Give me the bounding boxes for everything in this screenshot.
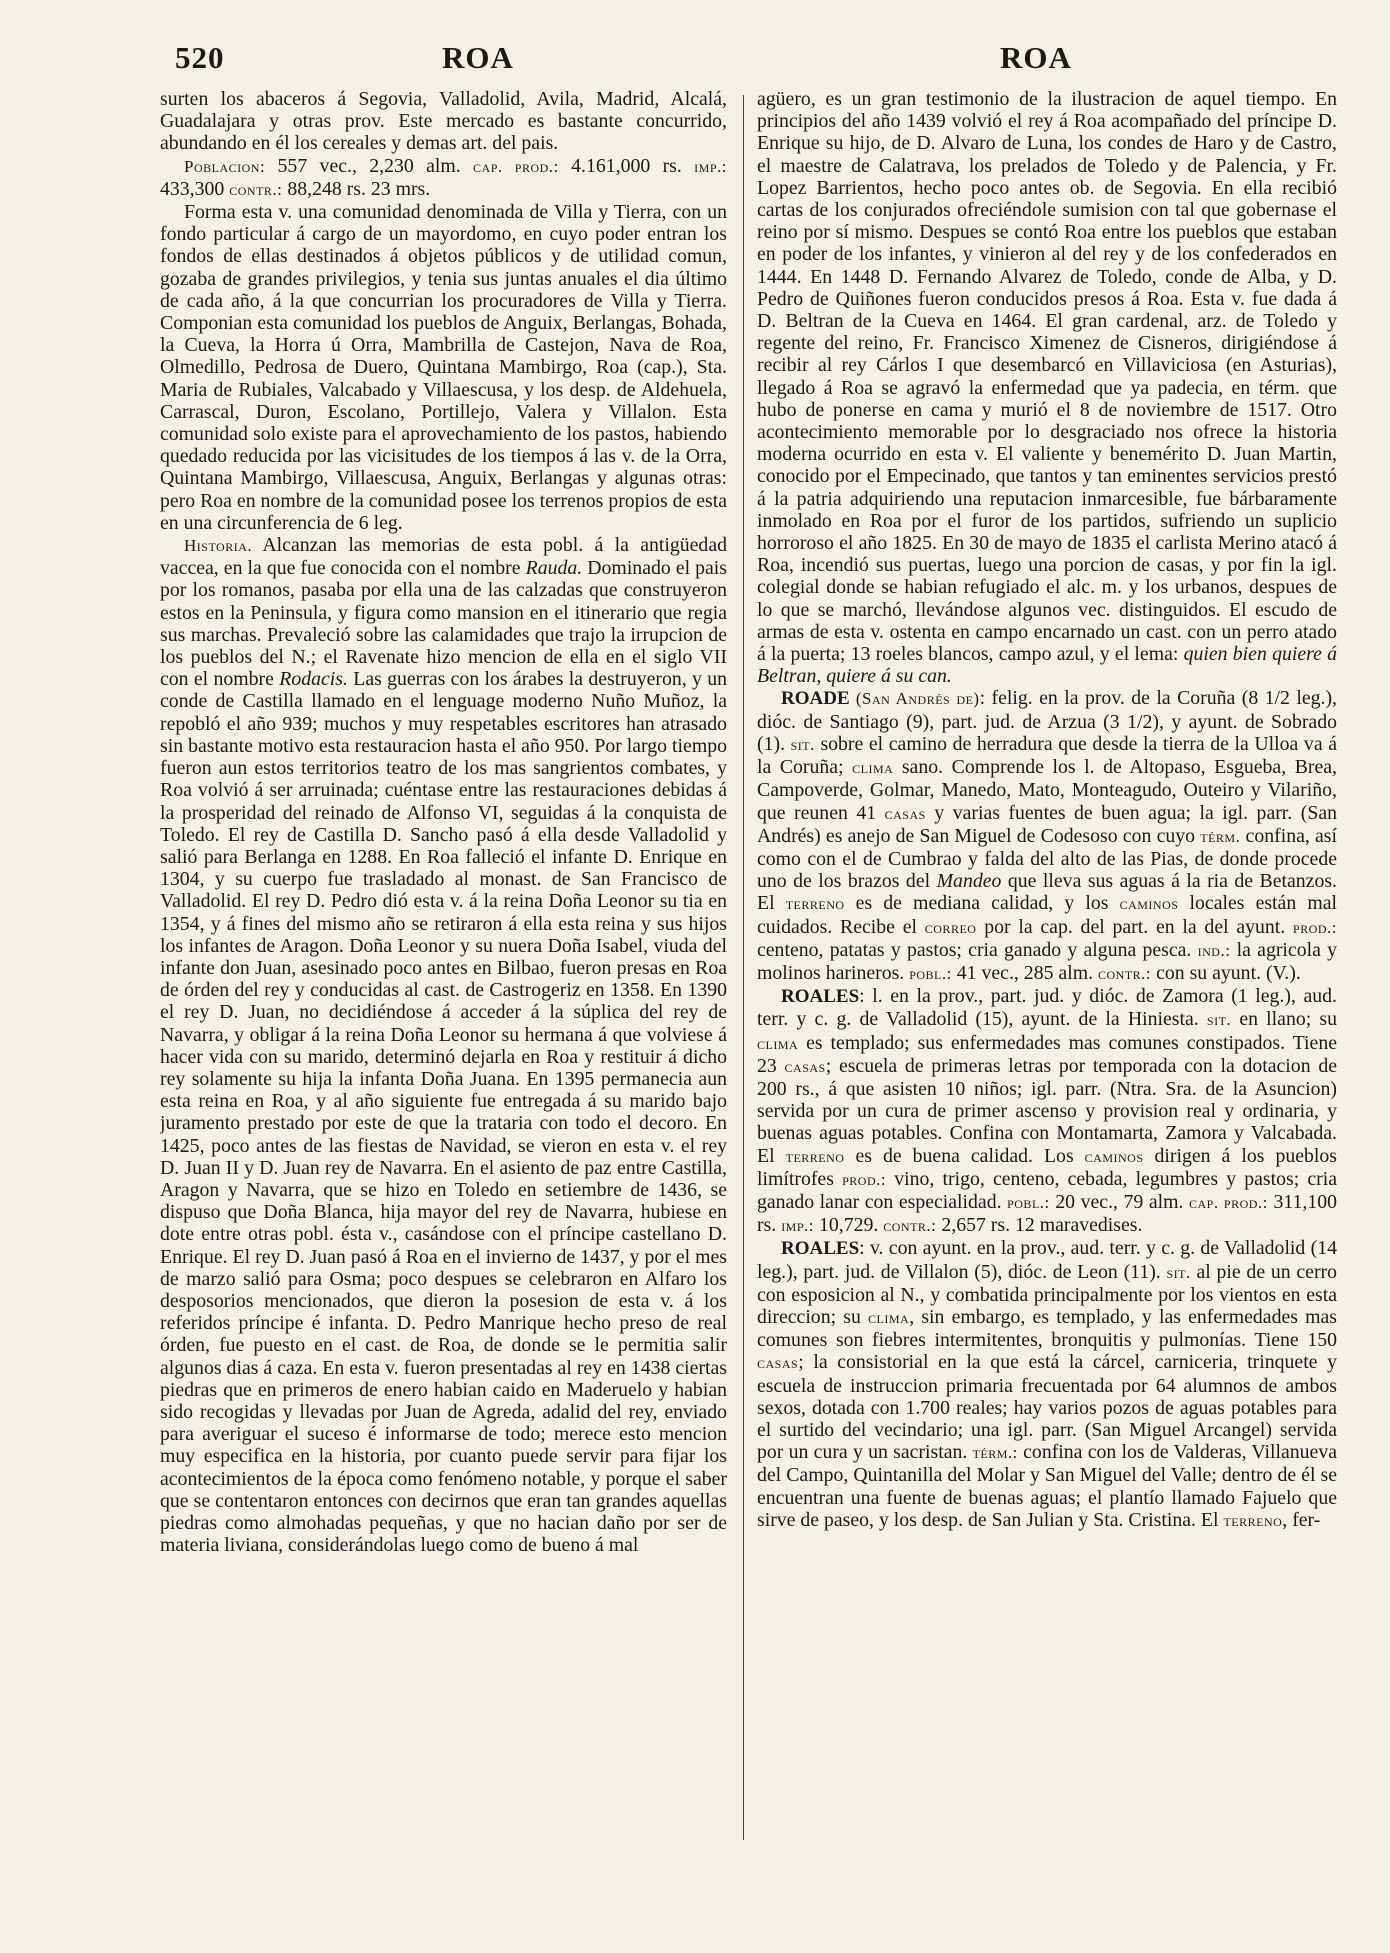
right-column: [757, 88, 1337, 1928]
headword-roales: ROALES: [781, 1238, 860, 1260]
label-sit: sit.: [1166, 1262, 1191, 1282]
text-fragment: 41 vec., 285 alm.: [951, 961, 1098, 984]
text-fragment: que lleva sus aguas á la ria de Betanzos. El: [757, 870, 1337, 915]
text-fragment: 433,300: [160, 177, 230, 200]
text-fragment: agüero, es un gran testimonio de la ilustracion de aquel tiempo. En principios del año 1439 volvió el rey á Roa acompañado del príncipe D. Enrique su hijo, de D. Alvaro de Luna, los condes de Haro y de Castro, el maestre de Calatrava, los prelados de Toledo y de Palencia, y Fr. Lopez Barrientos, hecho poco antes ob. de Segovia. En ella recibió cartas de los conjurados ofreciéndole sumision con tal que gobernase el reino por sí mismo. Despues se contó Roa entre los pueblos que estaban en poder de los infantes, y vinieron al del rey y de los confederados en 1444. En 1448 D. Fernando Alvarez de Toledo, conde de Alba, y D. Pedro de Quiñones fueron conducidos presos á Roa. Esta v. fue dada á D. Beltran de la Cueva en 1464. El gran cardenal, arz. de Toledo y regente del reino, Fr. Francisco Ximenez de Cisneros, dirigiéndose á recibir al rey Cárlos I que desembarcó en Villaviciosa (en Asturias), llegado á Roa se agravó la enfermedad que ya padecia, en térm. que hubo de ponerse en cama y murió el 8 de noviembre de 1517. Otro acontecimiento memorable por lo desgraciado nos ofrece la historia moderna ocurrido en esta v. El valiente y benemérito D. Juan Martin, conocido por el Empecinado, que tantos y tan eminentes servicios prestó á la patria adquiriendo una reputacion inmarcesible, fue bárbaramente inmolado en Roa por el furor de los partidos, sufriendo un suplicio horroroso el año 1825. En 30 de mayo de 1835 el carlista Merino atacó á Roa, incendió sus puertas, luego una porcion de casas, y por fin la igl. colegial donde se habian refugiado el alc. m. y los urbanos, despues de lo que se marchó, llevándose algunos vec. distinguidos. El escudo de armas de esta v. ostenta en campo encarnado un cast. con un perro atado á la puerta; 13 roeles blancos, campo azul, y el lema:: [757, 88, 1337, 666]
text-fragment: confina con los de Valderas, Villanueva del Campo, Quintanilla del Molar y San Miguel del Valle; dentro de él se encuentran una fuente de buenas aguas; el plantío llamado Fajuelo que sirve de paseo, y los desp. de San Julian y Sta. Cristina. El: [757, 1441, 1337, 1531]
label-terreno: terreno: [785, 1146, 845, 1166]
text-fragment: vino, trigo, centeno, cebada, legumbres y pastos; cria ganado lanar con especialidad.: [757, 1167, 1337, 1213]
text-fragment: 4.161,000 rs.: [558, 154, 695, 177]
text-fragment: al pie de un cerro con esposicion al N., y combatida principalmente por los vientos en esta direccion; su: [757, 1260, 1337, 1328]
text-fragment: , fer-: [1282, 1508, 1321, 1531]
text-fragment: ; la consistorial en la que está la cárcel, carniceria, trinquete y escuela de instruccion primaria frecuentada por 64 alumnos de ambos sexos, dotada con 1.700 reales; hay varios pozos de aguas potables para el surtido del vecindario; una igl. parr. (San Miguel Arcangel) servida por un cura y un sacristan.: [757, 1351, 1337, 1464]
label-caminos: caminos: [1119, 894, 1179, 914]
label-prod: prod.:: [842, 1169, 887, 1189]
text-fragment: es de buena calidad. Los: [844, 1144, 1085, 1167]
text-fragment: ; escuela de primeras letras por temporada con la dotacion de 200 rs., á que asisten 10 niños; igl. parr. (Ntra. Sra. de la Asuncion) servida por un cura de primer ascenso y provision real y ordinaria, y buenas aguas potables. Confina con Montamarta, Zamora y Valcabada. El: [757, 1054, 1337, 1167]
italic-rauda: Rauda.: [525, 557, 583, 580]
label-contr: contr.:: [1097, 963, 1152, 983]
italic-mandeo: Mandeo: [936, 870, 1002, 893]
headword-roales: ROALES: [781, 986, 860, 1008]
label-pobl: pobl.:: [909, 963, 952, 983]
label-imp: imp.:: [694, 156, 727, 176]
label-historia: Historia.: [184, 536, 253, 556]
label-contr: contr.:: [229, 179, 283, 199]
text-fragment: , sin embargo, es templado, y las enfermedades mas comunes son fiebres intermitentes, bronquitis y pulmonías. Tiene 150: [757, 1305, 1337, 1352]
label-caminos: caminos: [1084, 1146, 1144, 1166]
label-pobl: pobl.:: [1007, 1192, 1050, 1212]
text-fragment: : felig. en la prov. de la Coruña (8 1/2 leg.), dióc. de Santiago (9), part. jud. de Arzua (3 1/2), y ayunt. de Sobrado (1).: [757, 687, 1337, 755]
label-sit: sit.: [1206, 1010, 1232, 1030]
paragraph-population: [160, 155, 727, 201]
label-clima: clima: [852, 758, 894, 778]
text-fragment: : v. con ayunt. en la prov., aud. terr. y c. g. de Valladolid (14 leg.), part. jud. de Villalon (5), dióc. de Leon (11).: [757, 1237, 1337, 1283]
label-terreno: terreno: [785, 894, 845, 914]
page-number: 520: [175, 40, 225, 75]
label-terreno: terreno: [1223, 1510, 1283, 1530]
text-fragment: sano. Comprende los l. de Altopaso, Esgueba, Brea, Campoverde, Golmar, Manedo, Mato, Monteagudo, Outeiro y Vilariño, que reunen 41: [757, 756, 1337, 824]
label-casas: casas: [784, 1056, 826, 1076]
page-header: [170, 40, 1345, 90]
text-fragment: es templado; sus enfermedades mas comunes constipados. Tiene 23: [757, 1031, 1337, 1077]
text-fragment: con su ayunt. (V.).: [1151, 961, 1301, 984]
running-title-left: ROA: [442, 40, 514, 75]
paragraph-market: surten los abaceros á Segovia, Valladolid, Avila, Madrid, Alcalá, Guadalajara y otras prov. Este mercado es bastante concurrido, abundando en él los cereales y demas art. del pais.: [160, 88, 727, 155]
text-fragment: Alcanzan las memorias de esta pobl. á la antigüedad vaccea, en la que fue conocida con el nombre: [160, 534, 727, 580]
column-divider: [743, 95, 744, 1840]
paragraph-comunidad: Forma esta v. una comunidad denominada de Villa y Tierra, con un fondo particular á cargo de un mayordomo, en cuyo poder entran los fondos de ellas destinados á objetos públicos y de utilidad comun, gozaba de grandes privilegios, y tenia sus juntas anuales el dia último de cada año, á la que concurrian los procuradores de Villa y Tierra. Componian esta comunidad los pueblos de Anguix, Berlangas, Bohada, la Cueva, la Horra ú Orra, Mambrilla de Castejon, Nava de Roa, Olmedillo, Pedrosa de Duero, Quintana Mambirgo, Roa (cap.), Sta. Maria de Rubiales, Valcabado y Villaescusa, y los desp. de Aldehuela, Carrascal, Duron, Escolano, Portillejo, Valera y Villalon. Esta comunidad solo existe para el aprovechamiento de los pastos, habiendo quedado reducida por las vicisitudes de los tiempos á las v. de la Orra, Quintana Mambirgo, Villaescusa, Anguix, Berlangas y algunas otras: pero Roa en nombre de la comunidad posee los terrenos propios de esta en una circunferencia de 6 leg.: [160, 201, 727, 534]
paragraph-historia: [160, 534, 727, 1556]
text-fragment: 557 vec., 2,230 alm.: [265, 154, 474, 177]
text-fragment: 2,657 rs. 12 maravedises.: [936, 1214, 1143, 1237]
text-fragment: 88,248 rs. 23 mrs.: [282, 177, 431, 200]
label-imp: imp.:: [781, 1216, 815, 1236]
label-cap-prod: cap. prod.:: [473, 156, 559, 176]
label-clima: clima: [868, 1307, 910, 1327]
entry-roales-valladolid: [757, 1237, 1337, 1532]
label-ind: ind.:: [1197, 940, 1231, 960]
label-term: térm.: [1200, 826, 1241, 846]
text-fragment: y varias fuentes de buen agua; la igl. parr. (San Andrés) es anejo de San Miguel de Codesoso con cuyo: [757, 801, 1337, 847]
text-fragment: : l. en la prov., part. jud. y dióc. de Zamora (1 leg.), aud. terr. y c. g. de Valladolid (15), ayunt. de la Hiniesta.: [757, 985, 1337, 1031]
text-fragment: en llano; su: [1231, 1008, 1337, 1031]
entry-roales-zamora: [757, 985, 1337, 1237]
text-fragment: confina, así como con el de Cumbrao y falda del alto de las Pias, de donde procede uno de los brazos del: [757, 824, 1337, 893]
headword-sub: (San Andrés de): [849, 689, 980, 709]
text-fragment: por la cap. del part. en la del ayunt.: [976, 915, 1294, 938]
text-fragment: Las guerras con los árabes la destruyeron, y un conde de Castilla llamado en el lenguage moderno Nuño Muñoz, la repobló el año 939; muchos y muy respetables escritores han atrasado sin bastante motivo esta restauracion hasta el año 950. Por largo tiempo fueron aun estos territorios teatro de los mas sangrientos combates, y Roa volvió á ser arruinada; cuéntase entre las restauraciones debidas á la prosperidad del reinado de Alfonso VI, seguidas á la conquista de Toledo. El rey de Castilla D. Sancho pasó á ella desde Valladolid y salió para Berlanga en 1288. En Roa falleció el infante D. Enrique en 1304, y su cuerpo fue trasladado al monast. de San Francisco de Valladolid. El rey D. Pedro dió esta v. á la reina Doña Leonor su tia en 1354, y á fines del mismo año se retiraron á ella esta reina y sus hijos los infantes de Aragon. Doña Leonor y su nuera Doña Isabel, viuda del infante don Juan, asesinado poco antes en Bilbao, fueron presas en Roa de órden del rey y conducidas al cast. de Castrogeriz en 1358. En 1390 el rey D. Juan, no decidiéndose á acceder á la súplica del rey de Navarra, y obligar á la reina Doña Leonor su hermana á que volviese á hacer vida con su marido, determinó dejarla en Roa y restituir á dicho rey solamente su hija la infanta Doña Juana. En 1395 permanecia aun esta reina en Roa, y al año siguiente fue entregada á su marido bajo juramento prestado por este de que la trataria con todo el decoro. En 1425, poco antes de las fiestas de Navidad, se vieron en esta v. el rey D. Juan II y D. Juan rey de Navarra. En el asiento de paz entre Castilla, Aragon y Navarra, que se hizo en Toledo en setiembre de 1436, se dispuso que Doña Blanca, hija mayor del rey de Navarra, hubiese en dote entre otras pobl. ésta v., casándose con el príncipe castellano D. Enrique. El rey D. Juan pasó á Roa en el invierno de 1437, y por el mes de marzo salió para Osma; poco despues se celebraron en Alfaro los desposorios mencionados, que dieron la posesion de esta v. á los referidos príncipe é infanta. D. Pedro Manrique hecho preso de real órden, fue puesto en el cast. de Roa, de donde se le permitia salir algunos dias á caza. En esta v. fueron presentadas al rey en 1438 ciertas piedras que en primeros de enero habian caido en Maderuelo y habian sido recogidas y llevadas por Juan de Agreda, adalid del rey, enviado para averiguar el suceso é informarse de todo; merece esto mencion muy especifica en la historia, por cuanto puede servir para fijar los acontecimientos de la época como fenómeno notable, y porque el saber que se contentaron entonces con decirnos que eran tan grandes aquellas piedras como almohadas pequeñas, y que no hacian daño por ser de materia liviana, considerándolas luego como de bueno á mal: [160, 668, 727, 1557]
text-fragment: locales están mal cuidados. Recibe el: [757, 892, 1337, 938]
paragraph-historia-cont: [757, 88, 1337, 687]
text-fragment: dirigen á los pueblos limítrofes: [757, 1144, 1337, 1190]
label-prod: prod.:: [1293, 917, 1337, 937]
label-casas: casas: [884, 803, 926, 823]
label-poblacion: Poblacion:: [184, 156, 266, 176]
label-contr: contr.:: [883, 1216, 937, 1236]
text-fragment: Dominado el pais por los romanos, pasaba por ella una de las calzadas que construyeron estos en la Peninsula, y figura como mansion en el itinerario que regia sus marchas. Prevaleció sobre las calamidades que trajo la irrupcion de los pueblos del N.; el Ravenate hizo mencion de ella en el siglo VII con el nombre: [160, 557, 727, 691]
running-title-right: ROA: [1000, 40, 1072, 75]
text-fragment: sobre el camino de herradura que desde la tierra de la Ulloa va á la Coruña;: [757, 732, 1337, 779]
headword-roade: ROADE: [781, 688, 850, 710]
label-sit: sit.: [790, 734, 815, 754]
left-column: [160, 88, 727, 1928]
italic-rodacis: Rodacis.: [279, 668, 348, 691]
label-clima: clima: [757, 1033, 799, 1053]
label-casas: casas: [757, 1353, 799, 1373]
text-fragment: 311,100 rs.: [757, 1190, 1337, 1237]
italic-motto: quien bien quiere á Beltran, quiere á su can.: [757, 643, 1337, 688]
text-fragment: centeno, patatas y pastos; cria ganado y alguna pesca.: [757, 938, 1198, 961]
label-correo: correo: [924, 917, 977, 937]
text-fragment: 20 vec., 79 alm.: [1049, 1190, 1189, 1213]
entry-roade: [757, 687, 1337, 985]
label-cap-prod: cap. prod.:: [1188, 1192, 1268, 1212]
label-term: térm.:: [972, 1443, 1018, 1463]
text-fragment: es de mediana calidad, y los: [844, 892, 1120, 915]
text-fragment: 10,729.: [814, 1214, 884, 1237]
text-fragment: la agricola y molinos harineros.: [757, 938, 1337, 984]
